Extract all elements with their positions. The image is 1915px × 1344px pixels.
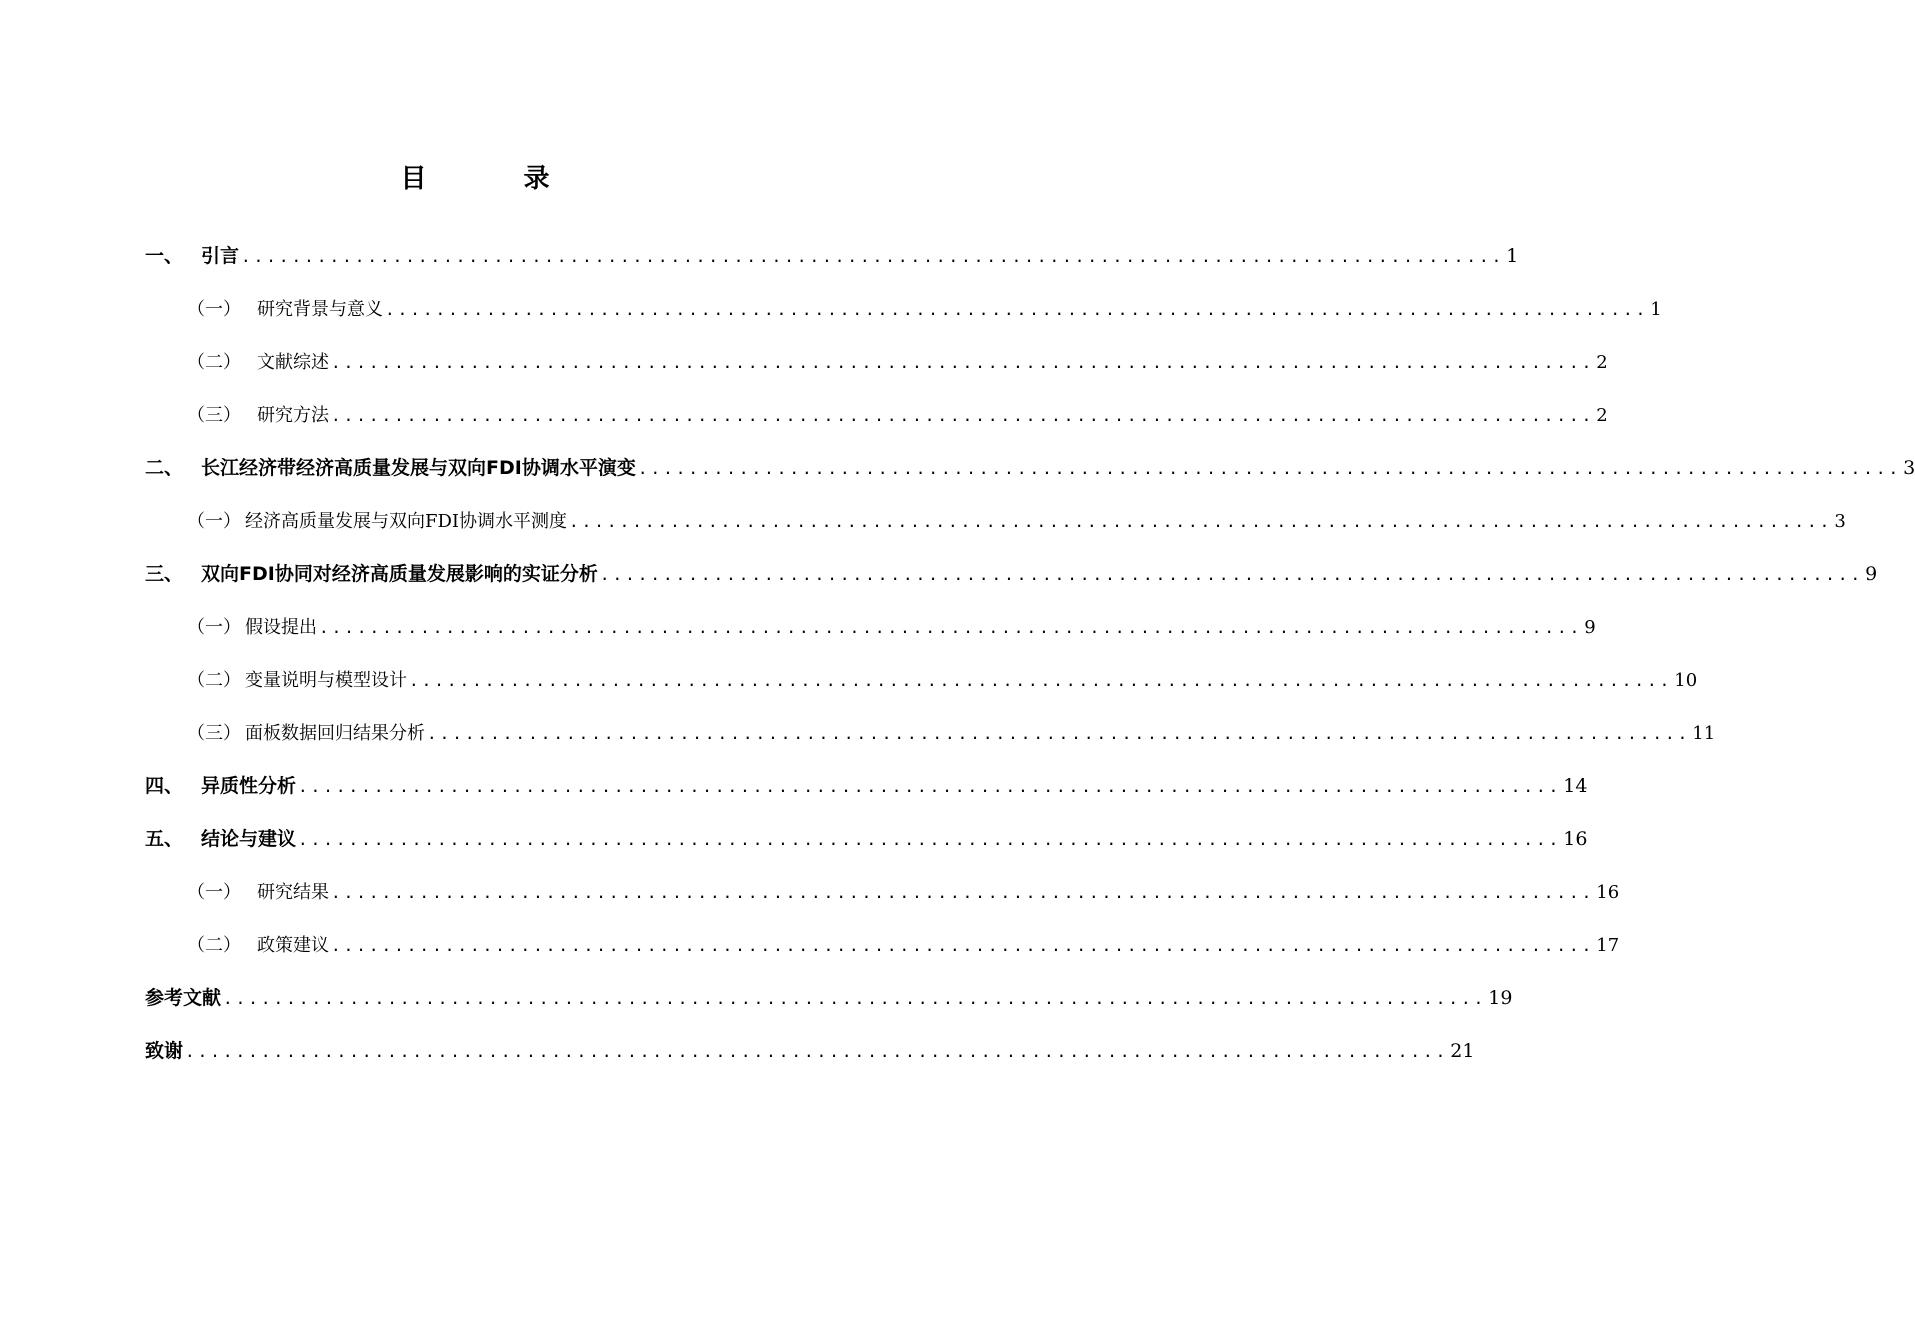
toc-dot-leader: .................................................................................................... [319, 618, 1583, 637]
toc-entry-methods[interactable] [145, 389, 1608, 442]
toc-dot-leader: .................................................................................................... [298, 830, 1562, 849]
toc-entry-page: 14 [1563, 775, 1588, 797]
toc-entry-page: 2 [1596, 405, 1608, 426]
toc-entry-number: （一） [187, 511, 241, 532]
toc-entry-title: 研究背景与意义 [257, 299, 383, 320]
toc-entry-measurement[interactable] [145, 495, 1846, 548]
toc-entry-chapter-3[interactable] [145, 548, 1878, 601]
toc-entry-title: 双向FDI协同对经济高质量发展影响的实证分析 [201, 563, 598, 585]
toc-entry-results[interactable] [145, 866, 1620, 919]
toc-entry-number: 一、 [145, 245, 184, 267]
toc-dot-leader: .................................................................................................... [569, 512, 1833, 531]
toc-entry-page: 3 [1834, 511, 1846, 532]
toc-entry-references[interactable] [145, 972, 1513, 1025]
toc-entry-policy[interactable] [145, 919, 1620, 972]
toc-entry-variables[interactable] [145, 654, 1698, 707]
toc-entry-title: 长江经济带经济高质量发展与双向FDI协调水平演变 [201, 457, 636, 479]
toc-entry-page: 9 [1584, 617, 1596, 638]
toc-dot-leader: .................................................................................................... [223, 989, 1487, 1008]
toc-entry-title: 参考文献 [145, 987, 222, 1009]
toc-entry-page: 17 [1596, 935, 1620, 956]
toc-entry-chapter-5[interactable] [145, 813, 1588, 866]
toc-entry-number: （一） [187, 882, 241, 903]
toc-dot-leader: .................................................................................................... [385, 300, 1649, 319]
toc-dot-leader: .................................................................................................... [241, 247, 1505, 266]
toc-entry-title: 致谢 [145, 1040, 184, 1062]
page-title: 目 录 [400, 164, 594, 194]
toc-entry-number: 五、 [145, 828, 184, 850]
toc-entry-number: （二） [187, 352, 241, 373]
toc-entry-title: 异质性分析 [201, 775, 297, 797]
toc-entry-page: 16 [1596, 882, 1620, 903]
toc-entry-title: 政策建议 [257, 935, 329, 956]
toc-entry-title: 结论与建议 [201, 828, 297, 850]
toc-entry-hypotheses[interactable] [145, 601, 1596, 654]
toc-entry-regression[interactable] [145, 707, 1716, 760]
toc-entry-acknowledgements[interactable] [145, 1025, 1475, 1078]
toc-entry-title: 变量说明与模型设计 [245, 670, 407, 691]
toc-dot-leader: .................................................................................................... [331, 406, 1595, 425]
toc-dot-leader: .................................................................................................... [331, 353, 1595, 372]
toc-entry-introduction[interactable] [145, 230, 1519, 283]
toc-entry-page: 16 [1563, 828, 1588, 850]
toc-entry-number: （一） [187, 299, 241, 320]
toc-entry-page: 11 [1692, 723, 1716, 744]
toc-entry-background[interactable] [145, 283, 1662, 336]
toc-list [145, 230, 1915, 1078]
toc-entry-title: 文献综述 [257, 352, 329, 373]
toc-dot-leader: .................................................................................................... [409, 671, 1673, 690]
toc-entry-number: （三） [187, 723, 241, 744]
toc-entry-number: 二、 [145, 457, 184, 479]
toc-entry-page: 21 [1450, 1040, 1475, 1062]
toc-entry-literature-review[interactable] [145, 336, 1608, 389]
toc-entry-page: 10 [1674, 670, 1698, 691]
toc-dot-leader: .................................................................................................... [298, 777, 1562, 796]
toc-dot-leader: .................................................................................................... [599, 565, 1864, 584]
toc-entry-number: 四、 [145, 775, 184, 797]
toc-entry-number: （三） [187, 405, 241, 426]
toc-entry-title: 面板数据回归结果分析 [245, 723, 425, 744]
toc-dot-leader: .................................................................................................... [331, 936, 1595, 955]
toc-entry-title: 假设提出 [245, 617, 317, 638]
toc-entry-chapter-2[interactable] [145, 442, 1915, 495]
toc-entry-title: 经济高质量发展与双向FDI协调水平测度 [245, 511, 568, 532]
toc-dot-leader: .................................................................................................... [185, 1042, 1449, 1061]
toc-entry-page: 19 [1488, 987, 1513, 1009]
toc-entry-title: 研究结果 [257, 882, 329, 903]
toc-entry-page: 1 [1506, 245, 1519, 267]
toc-entry-title: 引言 [201, 245, 240, 267]
toc-entry-title: 研究方法 [257, 405, 329, 426]
toc-entry-number: （二） [187, 935, 241, 956]
toc-entry-page: 3 [1903, 457, 1915, 479]
toc-entry-number: 三、 [145, 563, 184, 585]
toc-entry-chapter-4[interactable] [145, 760, 1588, 813]
toc-entry-page: 9 [1865, 563, 1878, 585]
toc-dot-leader: .................................................................................................... [427, 724, 1691, 743]
toc-entry-page: 2 [1596, 352, 1608, 373]
toc-entry-number: （二） [187, 670, 241, 691]
toc-dot-leader: .................................................................................................... [331, 883, 1595, 902]
toc-entry-number: （一） [187, 617, 241, 638]
toc-entry-page: 1 [1650, 299, 1662, 320]
toc-dot-leader: .................................................................................................... [637, 459, 1902, 478]
